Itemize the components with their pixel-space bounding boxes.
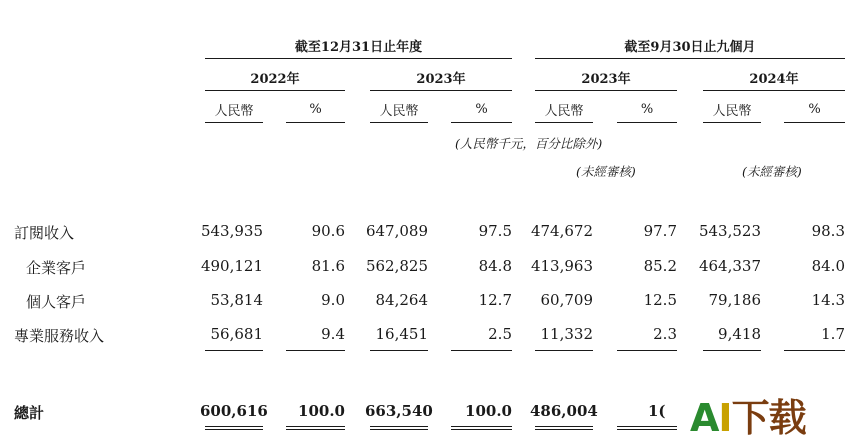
period-header-annual: 截至12月31日止年度	[294, 40, 423, 55]
total-cell-value: 486,004	[530, 402, 598, 420]
subtotal-rule	[205, 350, 263, 351]
year-rule-4	[703, 90, 845, 91]
col-header-rmb: 人民幣	[214, 104, 254, 119]
year-rule-3	[535, 90, 677, 91]
cell-value: 12.5	[643, 291, 677, 309]
col-rule	[370, 122, 428, 123]
cell-value: 53,814	[210, 291, 263, 309]
col-rule	[535, 122, 593, 123]
cell-value: 56,681	[210, 325, 263, 343]
cell-value: 543,523	[698, 222, 761, 240]
cell-value: 562,825	[365, 257, 428, 275]
col-header-pct: %	[475, 102, 488, 117]
total-double-rule	[617, 426, 677, 427]
cell-value: 79,186	[708, 291, 761, 309]
col-header-rmb: 人民幣	[544, 104, 584, 119]
col-header-rmb: 人民幣	[379, 104, 419, 119]
total-double-rule	[451, 426, 512, 427]
total-cell-value: 600,616	[200, 402, 268, 420]
total-double-rule	[535, 426, 593, 427]
unaudited-note-2023: (未經審核)	[576, 164, 636, 179]
cell-value: 16,451	[375, 325, 428, 343]
col-header-pct: %	[640, 102, 654, 117]
col-rule	[286, 122, 345, 123]
cell-value: 90.6	[311, 222, 345, 240]
cell-value: 474,672	[530, 222, 593, 240]
col-rule	[205, 122, 263, 123]
col-header-rmb: 人民幣	[712, 104, 752, 119]
cell-value: 543,935	[200, 222, 263, 240]
subtotal-rule	[535, 350, 593, 351]
total-double-rule	[370, 426, 428, 427]
watermark-text-a: A	[690, 396, 719, 440]
row-label-professional-services-revenue: 專業服務收入	[14, 327, 105, 345]
row-label-total: 總計	[14, 404, 45, 422]
col-header-pct: %	[808, 102, 821, 117]
cell-value: 60,709	[540, 291, 593, 309]
cell-value: 1.7	[821, 325, 845, 343]
total-double-rule	[286, 426, 345, 427]
units-note: (人民幣千元，百分比除外)	[455, 136, 603, 151]
year-header-2024-interim: 2024年	[749, 72, 799, 87]
total-cell-value: 100.0	[298, 402, 345, 420]
total-cell-value-cut: 1(	[648, 402, 666, 420]
year-header-2023: 2023年	[416, 72, 466, 87]
total-cell-value: 100.0	[465, 402, 512, 420]
total-double-rule	[451, 429, 512, 430]
period-header-interim: 截至9月30日止九個月	[624, 40, 756, 55]
watermark-text-b: I	[718, 396, 732, 440]
cell-value: 413,963	[530, 257, 593, 275]
col-rule	[784, 122, 845, 123]
subtotal-rule	[370, 350, 428, 351]
row-label-subscription-revenue: 訂閱收入	[14, 224, 75, 242]
cell-value: 84,264	[375, 291, 428, 309]
subtotal-rule	[286, 350, 345, 351]
total-double-rule	[286, 429, 345, 430]
subtotal-rule	[451, 350, 512, 351]
total-cell-value: 663,540	[365, 402, 433, 420]
col-header-pct: %	[309, 102, 322, 117]
cell-value: 97.5	[478, 222, 512, 240]
cell-value: 464,337	[698, 257, 761, 275]
total-double-rule	[370, 429, 428, 430]
period-rule-annual	[205, 58, 512, 59]
year-header-2023-interim: 2023年	[581, 72, 631, 87]
cell-value: 2.5	[488, 325, 512, 343]
total-double-rule	[535, 429, 593, 430]
subtotal-rule	[703, 350, 761, 351]
total-double-rule	[205, 426, 263, 427]
cell-value: 84.0	[811, 257, 845, 275]
col-rule	[451, 122, 512, 123]
cell-value: 9.0	[321, 291, 345, 309]
cell-value: 12.7	[478, 291, 512, 309]
year-rule-2	[370, 90, 512, 91]
watermark-text-c: 下载	[731, 396, 806, 440]
cell-value: 9.4	[321, 325, 345, 343]
cell-value: 647,089	[365, 222, 428, 240]
unaudited-note-2024: (未經審核)	[742, 164, 802, 179]
cell-value: 14.3	[811, 291, 845, 309]
cell-value: 97.7	[643, 222, 677, 240]
cell-value: 9,418	[718, 325, 761, 343]
cell-value: 98.3	[811, 222, 845, 240]
period-rule-interim	[535, 58, 845, 59]
total-double-rule	[205, 429, 263, 430]
col-rule	[703, 122, 761, 123]
cell-value: 11,332	[540, 325, 593, 343]
total-double-rule	[617, 429, 677, 430]
cell-value: 490,121	[200, 257, 263, 275]
cell-value: 2.3	[653, 325, 677, 343]
cell-value: 81.6	[311, 257, 345, 275]
row-label-individual-customers: 個人客戶	[26, 293, 87, 311]
watermark-logo	[690, 396, 806, 440]
cell-value: 85.2	[643, 257, 677, 275]
year-header-2022: 2022年	[250, 72, 300, 87]
year-rule-1	[205, 90, 345, 91]
subtotal-rule	[617, 350, 677, 351]
row-label-enterprise-customers: 企業客戶	[26, 259, 87, 277]
cell-value: 84.8	[478, 257, 512, 275]
col-rule	[617, 122, 677, 123]
subtotal-rule	[784, 350, 845, 351]
